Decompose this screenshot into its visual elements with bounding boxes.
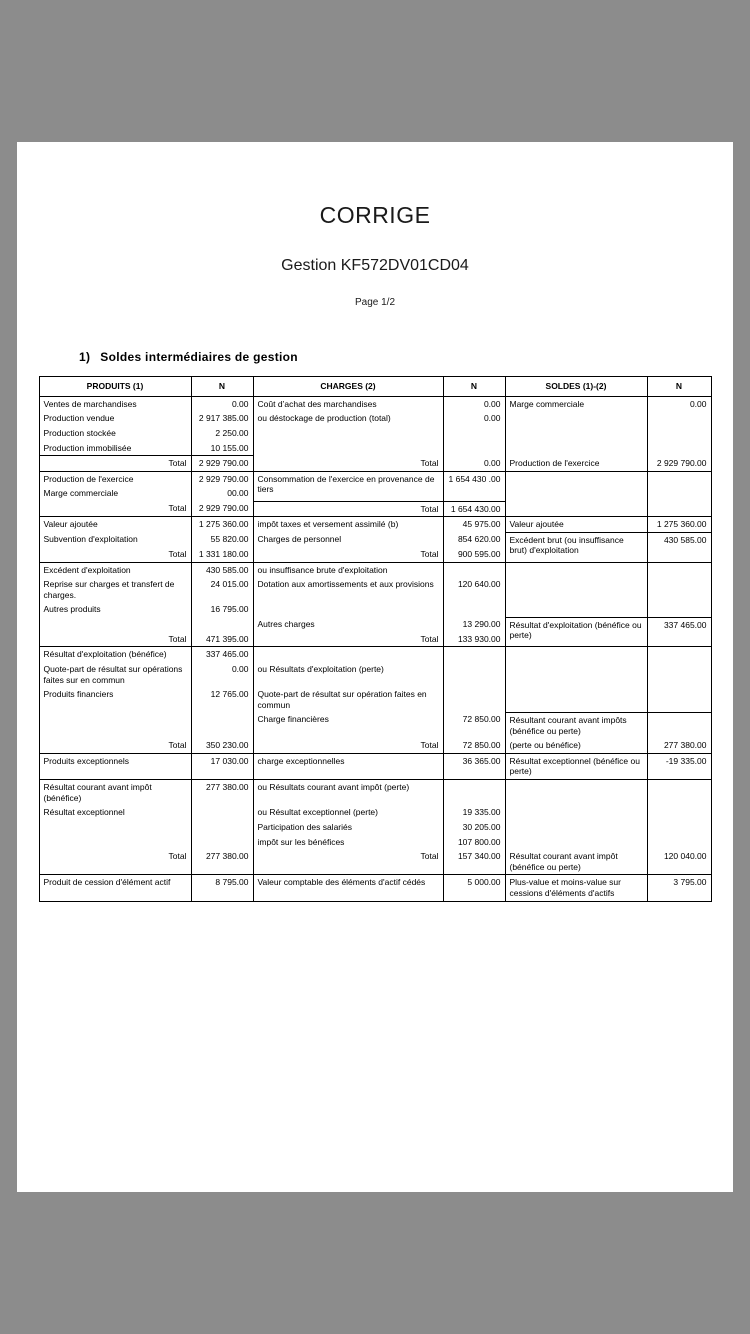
cell-produit: Résultat exceptionnel xyxy=(39,805,191,820)
cell-produit: Marge commerciale xyxy=(39,486,191,501)
cell-produit-value xyxy=(191,617,253,632)
cell-solde: Résultant courant avant impôts (bénéfice ou perte) xyxy=(505,712,647,738)
col-header-soldes: SOLDES (1)-(2) xyxy=(505,377,647,397)
cell-charge: Consommation de l'exercice en provenance de tiers xyxy=(253,471,443,501)
cell-solde-value xyxy=(647,647,711,713)
table-row xyxy=(39,517,711,533)
cell-solde xyxy=(505,411,647,426)
cell-solde-value xyxy=(647,411,711,426)
cell-charge: ou déstockage de production (total) xyxy=(253,411,443,426)
cell-produit-value: 00.00 xyxy=(191,486,253,501)
cell-charge: Quote-part de résultat sur opération faites en commun xyxy=(253,687,443,712)
cell-charge xyxy=(253,441,443,456)
cell-produit-value: 2 250.00 xyxy=(191,426,253,441)
cell-solde: Production de l'exercice xyxy=(505,456,647,472)
cell-charge-value: 0.00 xyxy=(443,396,505,411)
cell-produit-total: 471 395.00 xyxy=(191,632,253,647)
cell-charge-value xyxy=(443,662,505,687)
cell-total-label: Total xyxy=(39,547,191,562)
cell-solde xyxy=(505,780,647,850)
cell-solde-value xyxy=(647,562,711,617)
cell-solde: Valeur ajoutée xyxy=(505,517,647,533)
cell-charge-value xyxy=(443,780,505,806)
cell-produit-value: 0.00 xyxy=(191,396,253,411)
cell-charge: impôt sur les bénéfices xyxy=(253,835,443,850)
table-row xyxy=(39,562,711,577)
cell-solde xyxy=(505,441,647,456)
cell-solde-value: 1 275 360.00 xyxy=(647,517,711,533)
cell-charge-value: 13 290.00 xyxy=(443,617,505,632)
cell-produit-value: 12 765.00 xyxy=(191,687,253,712)
table-row xyxy=(39,396,711,411)
table-row-total xyxy=(39,738,711,753)
cell-solde: Plus-value et moins-value sur cessions d'éléments d'actifs xyxy=(505,875,647,901)
table-row xyxy=(39,753,711,779)
table-row xyxy=(39,647,711,662)
cell-produit-value: 337 465.00 xyxy=(191,647,253,662)
cell-charge-value: 36 365.00 xyxy=(443,753,505,779)
table-row xyxy=(39,712,711,738)
cell-produit-total: 1 331 180.00 xyxy=(191,547,253,562)
table-row-total xyxy=(39,849,711,875)
cell-produit: Production stockée xyxy=(39,426,191,441)
cell-charge-total: 133 930.00 xyxy=(443,632,505,647)
cell-charge-value xyxy=(443,602,505,617)
table-row xyxy=(39,780,711,806)
cell-produit: Résultat d'exploitation (bénéfice) xyxy=(39,647,191,662)
cell-charge-value: 120 640.00 xyxy=(443,577,505,602)
cell-produit-value: 16 795.00 xyxy=(191,602,253,617)
cell-produit-total: 2 929 790.00 xyxy=(191,501,253,517)
cell-total-label: Total xyxy=(253,632,443,647)
cell-produit: Produits exceptionnels xyxy=(39,753,191,779)
cell-produit: Valeur ajoutée xyxy=(39,517,191,533)
cell-charge-value xyxy=(443,441,505,456)
section-heading xyxy=(79,350,717,364)
table-row xyxy=(39,471,711,486)
cell-solde-value: 3 795.00 xyxy=(647,875,711,901)
cell-produit: Excédent d'exploitation xyxy=(39,562,191,577)
soldes-intermediaires-table xyxy=(39,376,712,902)
cell-charge-value xyxy=(443,687,505,712)
section-number: 1) xyxy=(79,350,91,364)
cell-produit: Subvention d'exploitation xyxy=(39,532,191,547)
cell-produit: Résultat courant avant impôt (bénéfice) xyxy=(39,780,191,806)
table-row-total xyxy=(39,456,711,472)
cell-total-label: Total xyxy=(253,547,443,562)
cell-solde: (perte ou bénéfice) xyxy=(505,738,647,753)
col-header-produits: PRODUITS (1) xyxy=(39,377,191,397)
cell-charge-value: 1 654 430 .00 xyxy=(443,471,505,501)
cell-charge xyxy=(253,647,443,662)
table-row xyxy=(39,426,711,441)
cell-charge-value: 854 620.00 xyxy=(443,532,505,547)
page-title: CORRIGE xyxy=(319,202,431,228)
cell-charge-value: 30 205.00 xyxy=(443,820,505,835)
cell-produit-value xyxy=(191,712,253,738)
cell-produit: Autres produits xyxy=(39,602,191,617)
cell-solde: Résultat courant avant impôt (bénéfice ou perte) xyxy=(505,849,647,875)
col-header-n-produits: N xyxy=(191,377,253,397)
cell-solde xyxy=(505,647,647,713)
cell-total-label: Total xyxy=(253,456,443,472)
cell-charge: ou Résultat exceptionnel (perte) xyxy=(253,805,443,820)
cell-solde-value xyxy=(647,441,711,456)
cell-solde: Résultat d'exploitation (bénéfice ou perte) xyxy=(505,617,647,647)
col-header-n-charges: N xyxy=(443,377,505,397)
cell-total-label: Total xyxy=(39,849,191,875)
cell-charge-value xyxy=(443,647,505,662)
table-row xyxy=(39,441,711,456)
cell-produit-value: 55 820.00 xyxy=(191,532,253,547)
cell-total-label: Total xyxy=(39,632,191,647)
cell-produit-value xyxy=(191,835,253,850)
cell-charge: Participation des salariés xyxy=(253,820,443,835)
cell-produit xyxy=(39,820,191,835)
cell-charge: Charges de personnel xyxy=(253,532,443,547)
cell-produit-value: 277 380.00 xyxy=(191,780,253,806)
cell-charge: ou Résultats d'exploitation (perte) xyxy=(253,662,443,687)
cell-produit-total: 277 380.00 xyxy=(191,849,253,875)
cell-charge-total: 900 595.00 xyxy=(443,547,505,562)
cell-charge xyxy=(253,602,443,617)
col-header-n-soldes: N xyxy=(647,377,711,397)
cell-produit-value: 430 585.00 xyxy=(191,562,253,577)
cell-produit-value: 2 929 790.00 xyxy=(191,471,253,486)
cell-charge: Dotation aux amortissements et aux provisions xyxy=(253,577,443,602)
cell-produit: Production immobilisée xyxy=(39,441,191,456)
cell-charge-value: 19 335.00 xyxy=(443,805,505,820)
cell-solde-value: 0.00 xyxy=(647,396,711,411)
cell-solde: Excédent brut (ou insuffisance brut) d'exploitation xyxy=(505,532,647,562)
cell-charge-value xyxy=(443,562,505,577)
cell-charge: Charge financières xyxy=(253,712,443,738)
cell-produit: Reprise sur charges et transfert de charges. xyxy=(39,577,191,602)
cell-charge xyxy=(253,426,443,441)
cell-produit xyxy=(39,835,191,850)
cell-produit-value xyxy=(191,805,253,820)
cell-total-label: Total xyxy=(253,849,443,875)
cell-charge-total: 1 654 430.00 xyxy=(443,501,505,517)
cell-solde-value: 337 465.00 xyxy=(647,617,711,647)
col-header-charges: CHARGES (2) xyxy=(253,377,443,397)
cell-solde-value: 120 040.00 xyxy=(647,849,711,875)
cell-charge: Valeur comptable des éléments d'actif cédés xyxy=(253,875,443,901)
cell-solde: Marge commerciale xyxy=(505,396,647,411)
cell-solde-value: 430 585.00 xyxy=(647,532,711,562)
cell-charge-value xyxy=(443,426,505,441)
cell-charge-value: 45 975.00 xyxy=(443,517,505,533)
table-row xyxy=(39,617,711,632)
cell-produit: Production de l'exercice xyxy=(39,471,191,486)
cell-total-label: Total xyxy=(39,501,191,517)
cell-solde-value: -19 335.00 xyxy=(647,753,711,779)
cell-charge-value: 107 800.00 xyxy=(443,835,505,850)
cell-produit-total: 2 929 790.00 xyxy=(191,456,253,472)
cell-produit-value: 2 917 385.00 xyxy=(191,411,253,426)
cell-charge-value: 72 850.00 xyxy=(443,712,505,738)
table-row xyxy=(39,875,711,901)
cell-produit: Quote-part de résultat sur opérations faites sur en commun xyxy=(39,662,191,687)
cell-solde xyxy=(505,426,647,441)
document-subtitle: Gestion KF572DV01CD04 xyxy=(281,257,469,274)
cell-produit: Ventes de marchandises xyxy=(39,396,191,411)
cell-solde-value xyxy=(647,426,711,441)
cell-total-label: Total xyxy=(39,456,191,472)
cell-produit-total: 350 230.00 xyxy=(191,738,253,753)
cell-charge: Coût d’achat des marchandises xyxy=(253,396,443,411)
cell-produit: Production vendue xyxy=(39,411,191,426)
cell-total-label: Total xyxy=(39,738,191,753)
cell-produit-value: 1 275 360.00 xyxy=(191,517,253,533)
cell-solde xyxy=(505,562,647,617)
cell-produit-value: 17 030.00 xyxy=(191,753,253,779)
table-row xyxy=(39,532,711,547)
cell-solde xyxy=(505,471,647,516)
cell-charge: ou Résultats courant avant impôt (perte) xyxy=(253,780,443,806)
table-row xyxy=(39,411,711,426)
cell-produit-value: 8 795.00 xyxy=(191,875,253,901)
document-page xyxy=(17,142,733,1192)
cell-total-label: Total xyxy=(253,738,443,753)
page-number-label: Page 1/2 xyxy=(354,297,396,308)
cell-charge: Autres charges xyxy=(253,617,443,632)
cell-charge: impôt taxes et versement assimilé (b) xyxy=(253,517,443,533)
section-title: Soldes intermédiaires de gestion xyxy=(100,350,298,364)
cell-charge-total: 0.00 xyxy=(443,456,505,472)
cell-solde-value: 277 380.00 xyxy=(647,738,711,753)
cell-charge: charge exceptionnelles xyxy=(253,753,443,779)
cell-solde-value xyxy=(647,712,711,738)
cell-solde: Résultat exceptionnel (bénéfice ou perte) xyxy=(505,753,647,779)
cell-produit-value xyxy=(191,820,253,835)
cell-solde-value xyxy=(647,780,711,850)
cell-produit xyxy=(39,617,191,632)
cell-produit: Produits financiers xyxy=(39,687,191,712)
cell-charge-total: 157 340.00 xyxy=(443,849,505,875)
table-header-row xyxy=(39,377,711,397)
cell-charge-value: 0.00 xyxy=(443,411,505,426)
cell-charge-total: 72 850.00 xyxy=(443,738,505,753)
cell-solde-value xyxy=(647,471,711,516)
cell-produit-value: 24 015.00 xyxy=(191,577,253,602)
cell-charge-value: 5 000.00 xyxy=(443,875,505,901)
cell-produit-value: 10 155.00 xyxy=(191,441,253,456)
cell-total-label: Total xyxy=(253,501,443,517)
cell-charge: ou insuffisance brute d'exploitation xyxy=(253,562,443,577)
cell-solde-value: 2 929 790.00 xyxy=(647,456,711,472)
cell-produit: Produit de cession d'élément actif xyxy=(39,875,191,901)
cell-produit xyxy=(39,712,191,738)
cell-produit-value: 0.00 xyxy=(191,662,253,687)
